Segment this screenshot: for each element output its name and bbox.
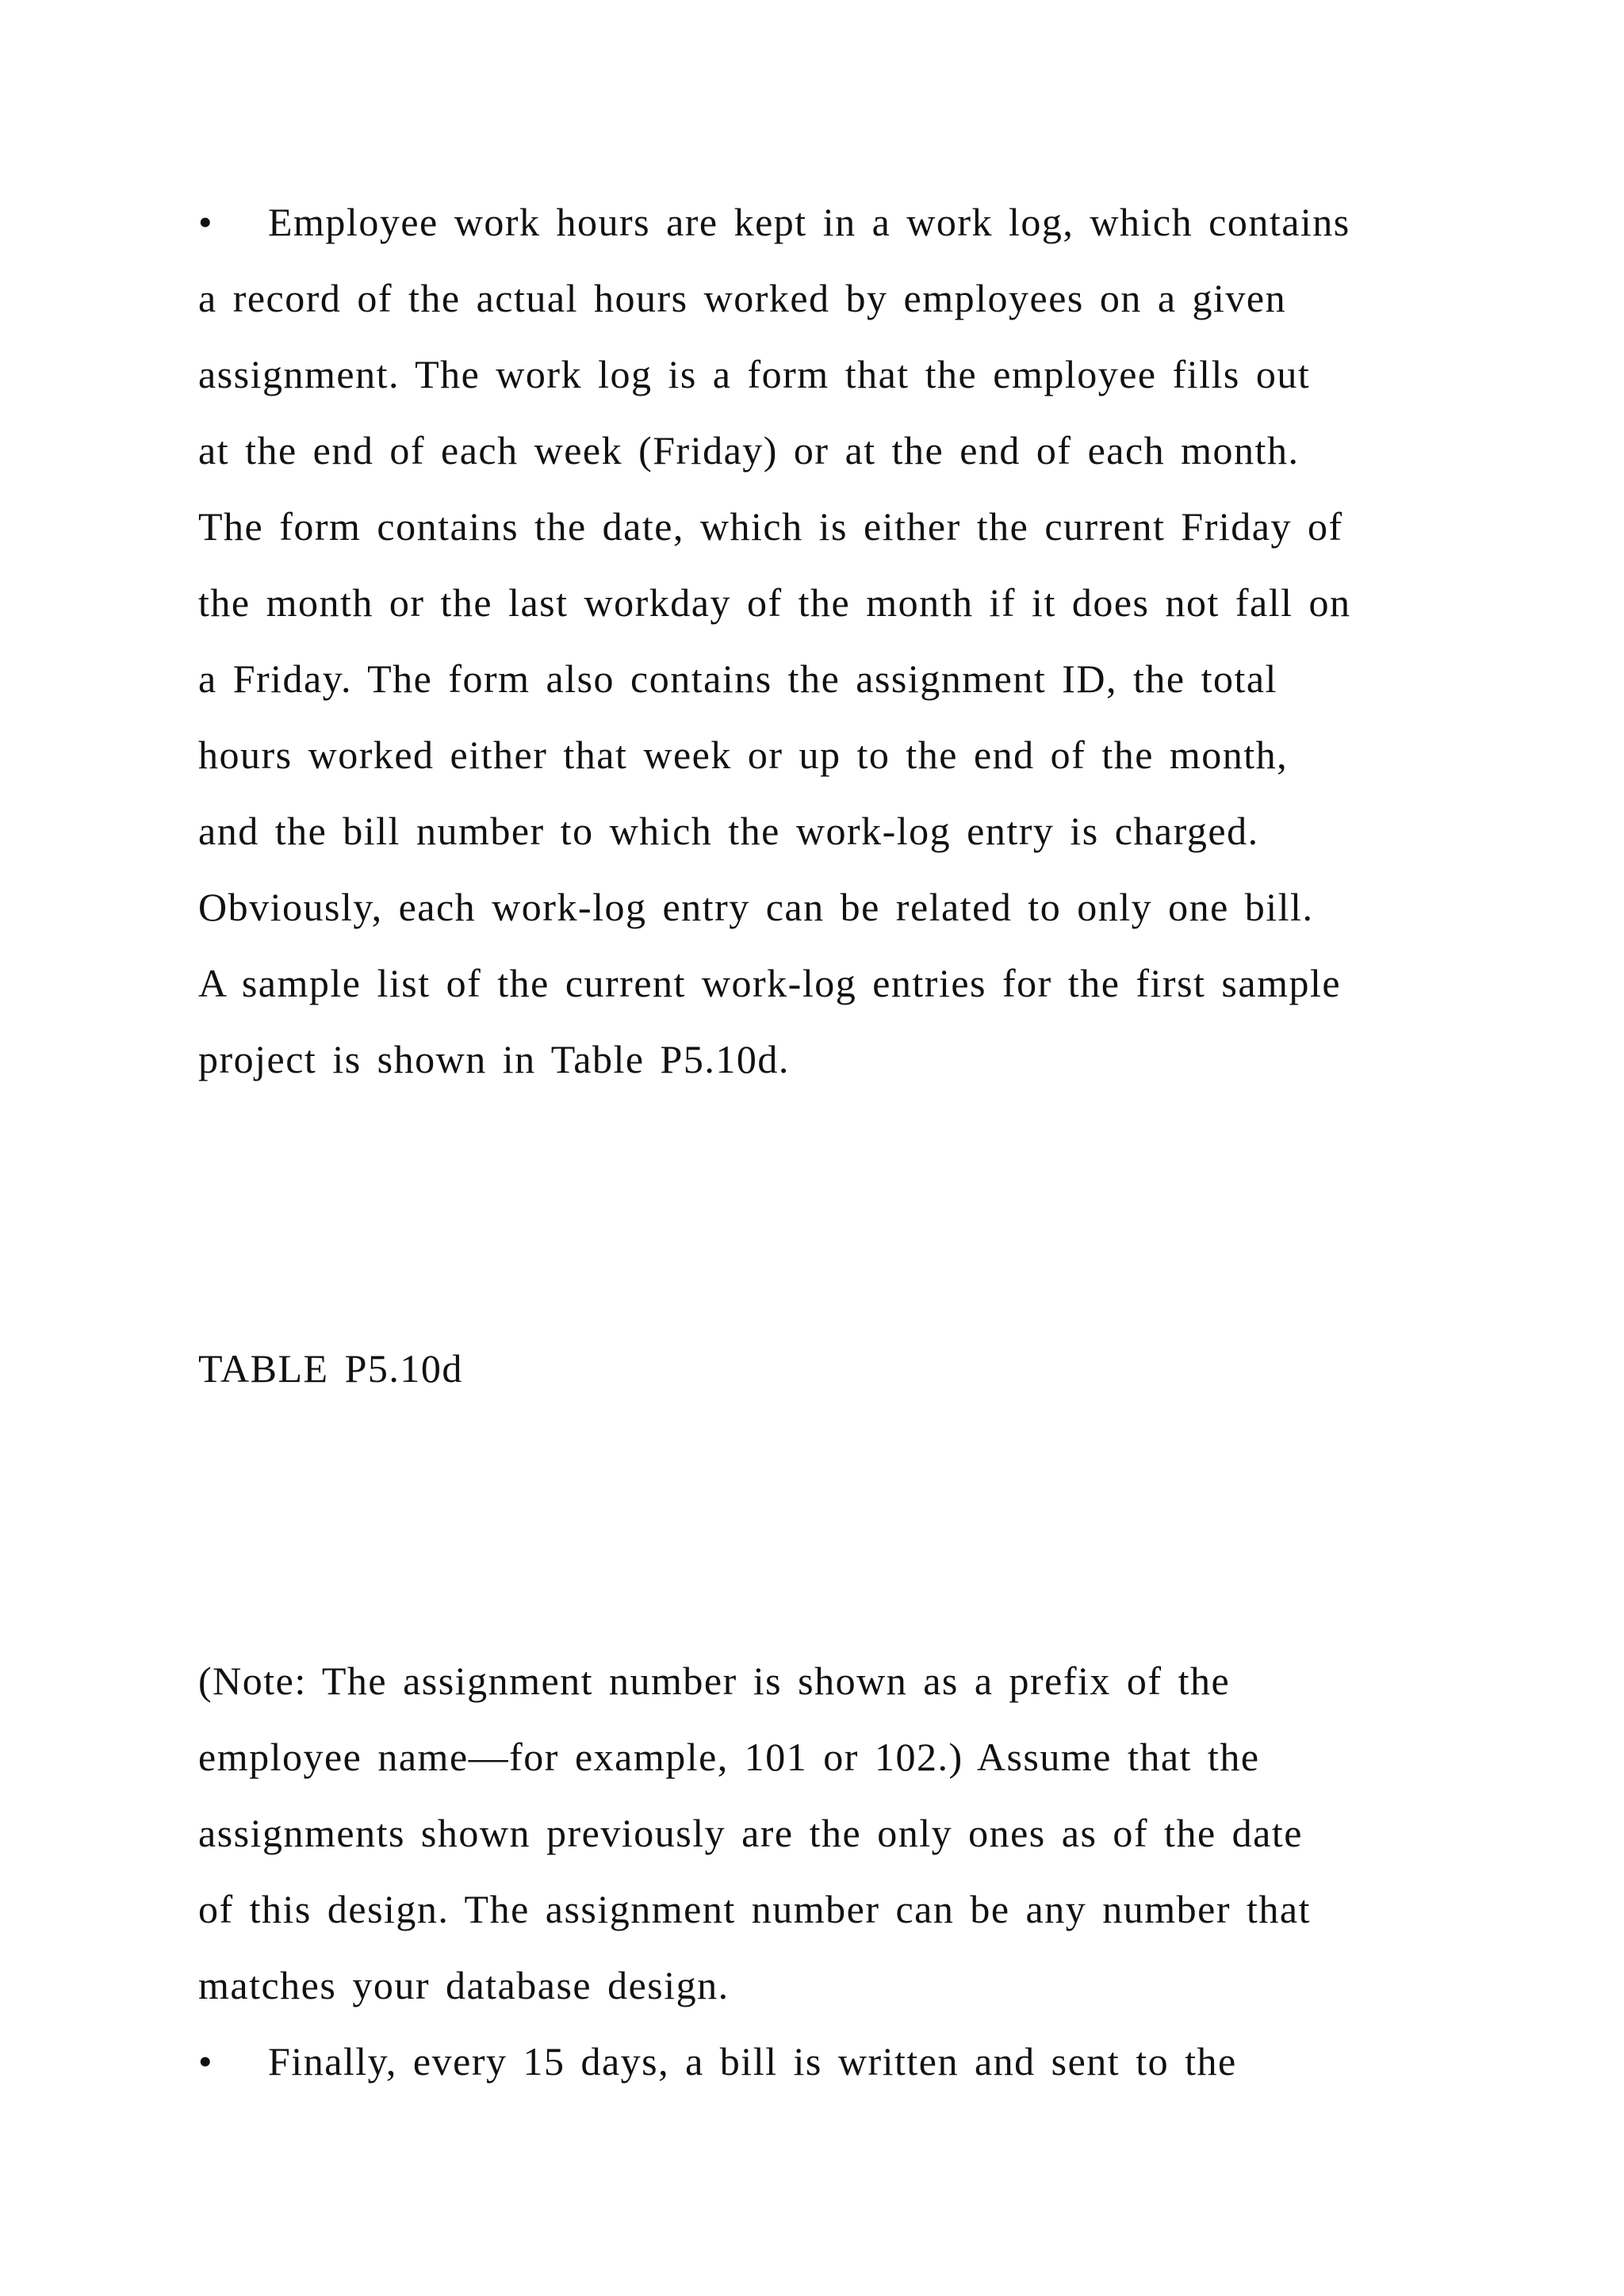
paragraph1-line-2: a record of the actual hours worked by employees on a given (198, 276, 1287, 320)
table-label: TABLE P5.10d (198, 1346, 463, 1391)
note-line-5: matches your database design. (198, 1963, 730, 2007)
paragraph1-line-9: and the bill number to which the work-log entry is charged. (198, 809, 1259, 853)
paragraph1-line-3: assignment. The work log is a form that the employee fills out (198, 352, 1311, 396)
paragraph2-line-1: Finally, every 15 days, a bill is written and sent to the (268, 2039, 1237, 2084)
bullet-marker: • (198, 200, 213, 244)
paragraph1-line-7: a Friday. The form also contains the assignment ID, the total (198, 656, 1277, 701)
paragraph1-line-12: project is shown in Table P5.10d. (198, 1037, 790, 1081)
bullet-marker: • (198, 2039, 213, 2084)
paragraph1-line-4: at the end of each week (Friday) or at the end of each month. (198, 428, 1300, 473)
paragraph1-line-1: Employee work hours are kept in a work log, which contains (268, 200, 1350, 244)
note-line-4: of this design. The assignment number can be any number that (198, 1887, 1311, 1931)
paragraph1-line-10: Obviously, each work-log entry can be related to only one bill. (198, 885, 1314, 929)
note-line-3: assignments shown previously are the only ones as of the date (198, 1811, 1303, 1855)
note-line-2: employee name—for example, 101 or 102.) Assume that the (198, 1735, 1260, 1779)
note-line-1: (Note: The assignment number is shown as a prefix of the (198, 1659, 1231, 1703)
paragraph1-line-6: the month or the last workday of the month if it does not fall on (198, 580, 1351, 625)
paragraph1-line-5: The form contains the date, which is either the current Friday of (198, 504, 1343, 549)
paragraph1-line-8: hours worked either that week or up to the end of the month, (198, 733, 1289, 777)
paragraph1-line-11: A sample list of the current work-log entries for the first sample (198, 961, 1342, 1005)
